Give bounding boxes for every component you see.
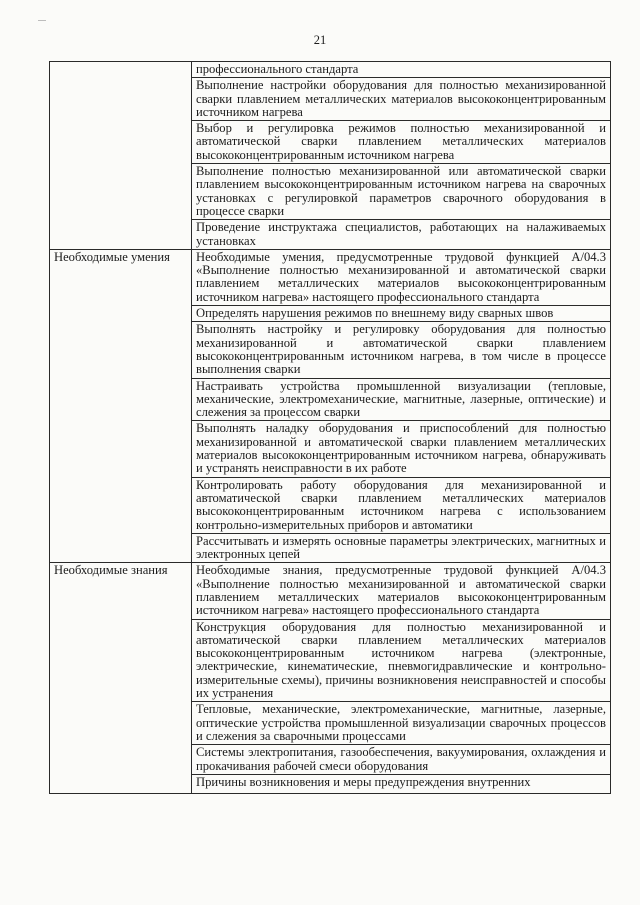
list-item: Причины возникновения и меры предупреждения внутренних xyxy=(192,774,610,793)
row-label-knowledge: Необходимые знания xyxy=(50,563,192,793)
table-row-knowledge xyxy=(50,563,611,793)
row-label-empty xyxy=(50,62,192,250)
list-item: Выполнение полностью механизированной или автоматической сварки плавлением высококонцентрированным источником нагрева на сварочных установках с регулировкой параметров сварочного оборудования в процессе сварки xyxy=(192,163,610,219)
row-label-skills: Необходимые умения xyxy=(50,249,192,563)
list-item: Выбор и регулировка режимов полностью механизированной и автоматической сварки плавлением металлических материалов высококонцентрированным источником нагрева xyxy=(192,120,610,163)
list-item: Настраивать устройства промышленной визуализации (тепловые, механические, электромеханические, магнитные, лазерные, оптические) и слежения за процессом сварки xyxy=(192,378,610,421)
list-item: Проведение инструктажа специалистов, работающих на налаживаемых установках xyxy=(192,219,610,249)
row-content-skills xyxy=(192,249,611,563)
row-content-continuation xyxy=(192,62,611,250)
list-item: Рассчитывать и измерять основные параметры электрических, магнитных и электронных цепей xyxy=(192,533,610,563)
row-content-knowledge xyxy=(192,563,611,793)
list-item: профессионального стандарта xyxy=(196,62,359,76)
list-item: Выполнять настройку и регулировку оборудования для полностью механизированной и автоматической сварки плавлением высококонцентрированным источником нагрева, в том числе в процессе выполнения сварки xyxy=(192,321,610,377)
list-item: Необходимые знания, предусмотренные трудовой функцией А/04.3 «Выполнение полностью механизированной и автоматической сварки плавлением металлических материалов высококонцентрированным источником нагрева» настоящего профессионального стандарта xyxy=(196,563,606,618)
scan-mark xyxy=(38,20,46,21)
list-item: Контролировать работу оборудования для механизированной и автоматической сварки плавлением металлических материалов высококонцентрированным источником нагрева с использованием контрольно-измерительных приборов и автоматики xyxy=(192,477,610,533)
page-number: 21 xyxy=(313,33,327,47)
list-item: Выполнять наладку оборудования и приспособлений для полностью механизированной и автоматической сварки плавлением металлических материалов высококонцентрированным источником нагрева, обнаруживать и устранять неисправности в их работе xyxy=(192,420,610,476)
list-item: Определять нарушения режимов по внешнему виду сварных швов xyxy=(192,305,610,321)
list-item: Системы электропитания, газообеспечения, вакуумирования, охлаждения и прокачивания рабочей смеси оборудования xyxy=(192,744,610,774)
standard-table xyxy=(49,61,611,794)
table-row-continuation xyxy=(50,62,611,250)
list-item: Необходимые умения, предусмотренные трудовой функцией А/04.3 «Выполнение полностью механизированной и автоматической сварки плавлением металлических материалов высококонцентрированным источником нагрева» настоящего профессионального стандарта xyxy=(196,249,606,304)
list-item: Выполнение настройки оборудования для полностью механизированной сварки плавлением металлических материалов высококонцентрированным источником нагрева xyxy=(192,77,610,120)
table-row-skills xyxy=(50,249,611,563)
list-item: Конструкция оборудования для полностью механизированной и автоматической сварки плавлением металлических материалов высококонцентрированным источником нагрева (электронные, электрические, кинематические, пневмогидравлические и контрольно-измерительные схемы), причины возникновения неисправностей и способы их устранения xyxy=(192,619,610,702)
list-item: Тепловые, механические, электромеханические, магнитные, лазерные, оптические устройства промышленной визуализации сварочных процессов и слежения за сварочными процессами xyxy=(192,701,610,744)
